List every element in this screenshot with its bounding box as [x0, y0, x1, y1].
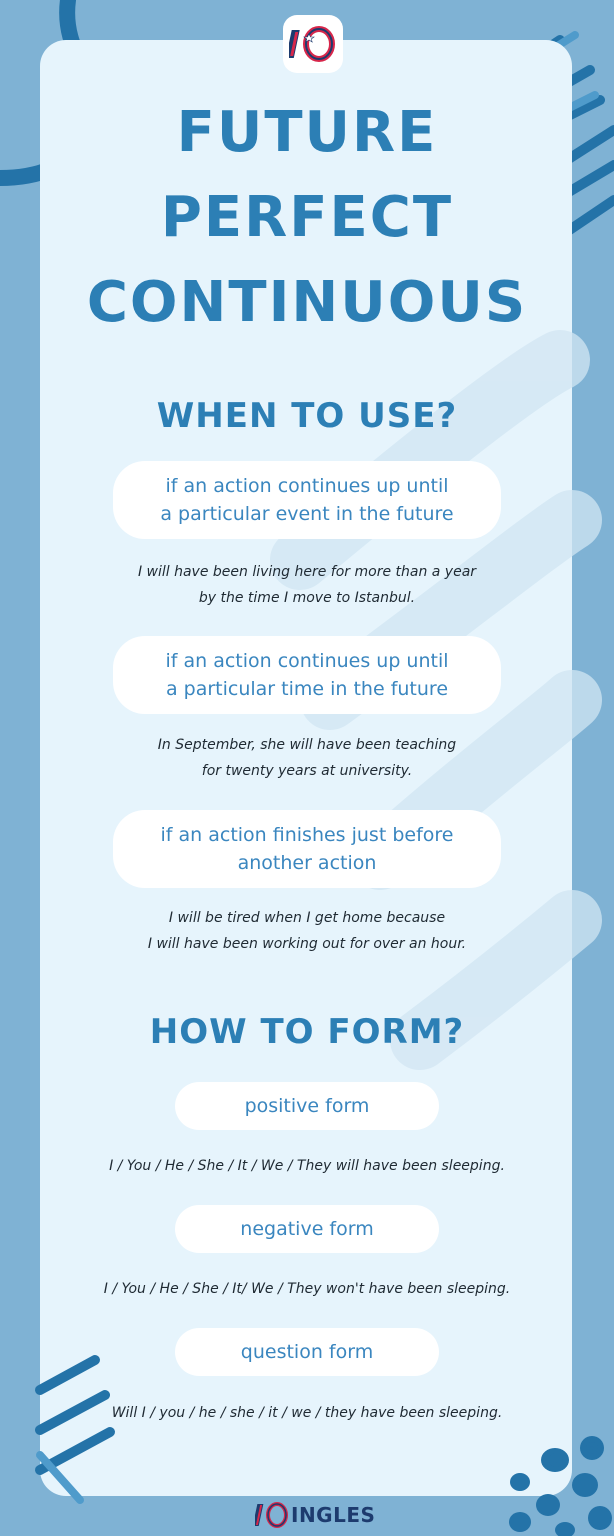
usage-example-3: I will be tired when I get home because I will have been working out for over an hour.	[147, 910, 467, 952]
usage-rule-1: if an action continues up until a particular event in the future	[113, 461, 501, 539]
10-ingles-logo-icon	[289, 24, 337, 64]
title-line-2: PERFECT	[160, 185, 454, 250]
form-label-question: question form	[175, 1328, 439, 1376]
form-example-negative: I / You / He / She / It/ We / They won't have been sleeping.	[103, 1281, 511, 1297]
logo-badge	[283, 15, 343, 73]
form-example-positive: I / You / He / She / It / We / They will have been sleeping.	[109, 1158, 505, 1174]
form-example-question: Will I / you / he / she / it / we / they have been sleeping.	[111, 1405, 503, 1421]
title-line-3: CONTINUOUS	[86, 270, 528, 335]
when-to-use-heading: WHEN TO USE?	[156, 396, 458, 436]
how-to-form-heading: HOW TO FORM?	[149, 1012, 465, 1052]
usage-example-1: I will have been living here for more than a year by the time I move to Istanbul.	[137, 564, 477, 606]
usage-rule-3: if an action finishes just before another action	[113, 810, 501, 888]
title-line-1: FUTURE	[176, 100, 438, 165]
brand-logo-icon	[255, 1501, 289, 1529]
usage-example-2: In September, she will have been teaching for twenty years at university.	[157, 737, 457, 779]
usage-rule-2: if an action continues up until a particular time in the future	[113, 636, 501, 714]
form-label-positive: positive form	[175, 1082, 439, 1130]
form-label-negative: negative form	[175, 1205, 439, 1253]
brand-footer	[255, 1500, 375, 1530]
brand-name: INGLES	[291, 1503, 376, 1527]
